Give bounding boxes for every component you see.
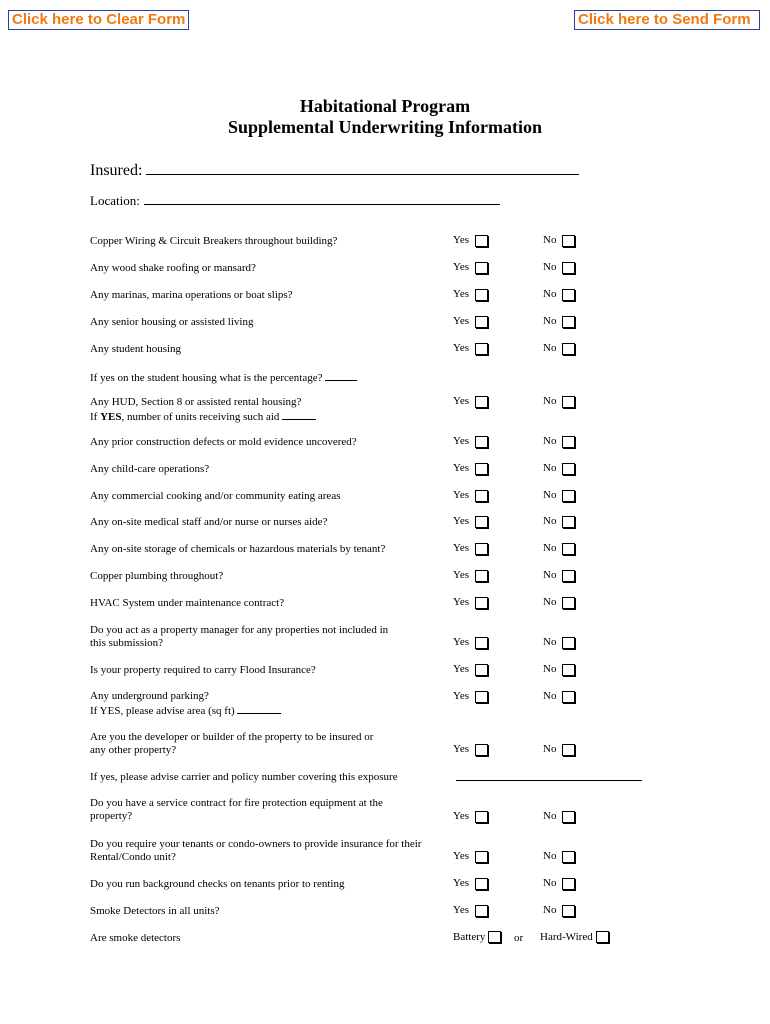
no-label: No bbox=[543, 636, 557, 648]
yes-label: Yes bbox=[453, 743, 470, 755]
question-smoke-detectors: Smoke Detectors in all units? bbox=[90, 905, 220, 917]
yes-checkbox[interactable] bbox=[475, 436, 488, 448]
no-label: No bbox=[543, 904, 557, 916]
no-checkbox[interactable] bbox=[562, 905, 575, 917]
no-option[interactable] bbox=[543, 515, 575, 528]
yes-label: Yes bbox=[453, 850, 470, 862]
no-option[interactable] bbox=[543, 663, 575, 676]
no-checkbox[interactable] bbox=[562, 396, 575, 408]
clear-form-button[interactable]: Click here to Clear Form bbox=[8, 10, 189, 30]
question-commercial-cooking: Any commercial cooking and/or community eating areas bbox=[90, 490, 341, 502]
question-carrier-policy: If yes, please advise carrier and policy number covering this exposure bbox=[90, 771, 398, 783]
yes-checkbox[interactable] bbox=[475, 463, 488, 475]
yes-checkbox[interactable] bbox=[475, 490, 488, 502]
question-developer-builder bbox=[90, 731, 440, 757]
yes-label: Yes bbox=[453, 515, 470, 527]
no-label: No bbox=[543, 542, 557, 554]
yes-label: Yes bbox=[453, 234, 470, 246]
question-hazardous-materials: Any on-site storage of chemicals or hazardous materials by tenant? bbox=[90, 543, 386, 555]
yes-checkbox[interactable] bbox=[475, 235, 488, 247]
yes-label: Yes bbox=[453, 663, 470, 675]
yes-option[interactable] bbox=[453, 234, 488, 247]
question-student-housing: Any student housing bbox=[90, 343, 182, 355]
yes-option[interactable] bbox=[453, 542, 488, 555]
no-option[interactable] bbox=[543, 288, 575, 301]
yes-checkbox[interactable] bbox=[475, 543, 488, 555]
yes-option[interactable] bbox=[453, 515, 488, 528]
question-property-manager-line1: Do you act as a property manager for any properties not included in bbox=[90, 624, 389, 636]
no-checkbox[interactable] bbox=[562, 343, 575, 355]
yes-checkbox[interactable] bbox=[475, 597, 488, 609]
no-checkbox[interactable] bbox=[562, 851, 575, 863]
no-checkbox[interactable] bbox=[562, 235, 575, 247]
question-hud bbox=[90, 396, 440, 424]
no-option[interactable] bbox=[543, 234, 575, 247]
no-option[interactable] bbox=[543, 395, 575, 408]
question-fire-protection bbox=[90, 797, 440, 823]
yes-label: Yes bbox=[453, 810, 470, 822]
question-child-care: Any child-care operations? bbox=[90, 463, 210, 475]
question-underground-parking-line1: Any underground parking? bbox=[90, 690, 209, 702]
yes-option[interactable] bbox=[453, 395, 488, 408]
yes-checkbox[interactable] bbox=[475, 516, 488, 528]
hud-units-field[interactable] bbox=[282, 409, 316, 420]
no-label: No bbox=[543, 663, 557, 675]
hud-sub-text: , number of units receiving such aid bbox=[121, 411, 280, 423]
yes-label: Yes bbox=[453, 569, 470, 581]
no-label: No bbox=[543, 261, 557, 273]
no-label: No bbox=[543, 342, 557, 354]
no-checkbox[interactable] bbox=[562, 289, 575, 301]
question-copper-plumbing: Copper plumbing throughout? bbox=[90, 570, 224, 582]
or-label: or bbox=[514, 932, 524, 944]
yes-label: Yes bbox=[453, 904, 470, 916]
no-checkbox[interactable] bbox=[562, 543, 575, 555]
no-label: No bbox=[543, 596, 557, 608]
no-label: No bbox=[543, 315, 557, 327]
yes-option[interactable] bbox=[453, 877, 488, 890]
yes-option[interactable] bbox=[453, 462, 488, 475]
yes-option[interactable] bbox=[453, 904, 488, 917]
hard-wired-checkbox[interactable] bbox=[596, 931, 609, 943]
yes-label: Yes bbox=[453, 636, 470, 648]
no-checkbox[interactable] bbox=[562, 490, 575, 502]
question-student-percentage-text: If yes on the student housing what is the percentage? bbox=[90, 372, 323, 384]
yes-option[interactable] bbox=[453, 288, 488, 301]
hard-wired-option[interactable] bbox=[540, 931, 609, 943]
insured-row bbox=[90, 157, 579, 180]
yes-option[interactable] bbox=[453, 435, 488, 448]
battery-label: Battery bbox=[453, 931, 486, 943]
no-option[interactable] bbox=[543, 877, 575, 890]
location-field[interactable] bbox=[144, 190, 500, 205]
no-option[interactable] bbox=[543, 542, 575, 555]
yes-label: Yes bbox=[453, 315, 470, 327]
location-label: Location: bbox=[90, 193, 140, 208]
no-label: No bbox=[543, 234, 557, 246]
form-subtitle: Supplemental Underwriting Information bbox=[227, 117, 542, 137]
no-label: No bbox=[543, 489, 557, 501]
question-senior-housing: Any senior housing or assisted living bbox=[90, 316, 254, 328]
question-background-checks: Do you run background checks on tenants prior to renting bbox=[90, 878, 345, 890]
question-copper-wiring: Copper Wiring & Circuit Breakers throughout building? bbox=[90, 235, 338, 247]
yes-label: Yes bbox=[453, 690, 470, 702]
yes-label: Yes bbox=[453, 288, 470, 300]
insured-field[interactable] bbox=[146, 157, 579, 175]
question-flood-insurance: Is your property required to carry Flood Insurance? bbox=[90, 664, 316, 676]
form-title: Habitational Program bbox=[299, 96, 471, 116]
yes-label: Yes bbox=[453, 261, 470, 273]
question-developer-line2: any other property? bbox=[90, 744, 177, 756]
no-option[interactable] bbox=[543, 489, 575, 502]
no-label: No bbox=[543, 569, 557, 581]
send-form-button[interactable]: Click here to Send Form bbox=[574, 10, 760, 30]
yes-checkbox[interactable] bbox=[475, 691, 488, 703]
no-option[interactable] bbox=[543, 261, 575, 274]
no-checkbox[interactable] bbox=[562, 744, 575, 756]
hud-sub-prefix: If bbox=[90, 411, 101, 423]
yes-checkbox[interactable] bbox=[475, 744, 488, 756]
yes-checkbox[interactable] bbox=[475, 878, 488, 890]
yes-label: Yes bbox=[453, 435, 470, 447]
question-construction-defects: Any prior construction defects or mold evidence uncovered? bbox=[90, 436, 357, 448]
question-tenant-line1: Do you require your tenants or condo-owners to provide insurance for their bbox=[90, 838, 422, 850]
carrier-policy-field[interactable] bbox=[456, 779, 642, 781]
yes-option[interactable] bbox=[453, 636, 488, 649]
no-label: No bbox=[543, 462, 557, 474]
no-option[interactable] bbox=[543, 462, 575, 475]
battery-option[interactable] bbox=[453, 931, 501, 943]
no-option[interactable] bbox=[543, 690, 575, 703]
question-marinas: Any marinas, marina operations or boat slips? bbox=[90, 289, 293, 301]
yes-checkbox[interactable] bbox=[475, 905, 488, 917]
no-checkbox[interactable] bbox=[562, 463, 575, 475]
yes-checkbox[interactable] bbox=[475, 570, 488, 582]
no-checkbox[interactable] bbox=[562, 811, 575, 823]
no-option[interactable] bbox=[543, 636, 575, 649]
yes-label: Yes bbox=[453, 877, 470, 889]
yes-option[interactable] bbox=[453, 596, 488, 609]
yes-label: Yes bbox=[453, 462, 470, 474]
yes-option[interactable] bbox=[453, 261, 488, 274]
yes-checkbox[interactable] bbox=[475, 637, 488, 649]
no-option[interactable] bbox=[543, 850, 575, 863]
yes-option[interactable] bbox=[453, 743, 488, 756]
no-label: No bbox=[543, 743, 557, 755]
yes-option[interactable] bbox=[453, 315, 488, 328]
insured-label: Insured: bbox=[90, 162, 143, 179]
no-checkbox[interactable] bbox=[562, 570, 575, 582]
no-checkbox[interactable] bbox=[562, 262, 575, 274]
no-checkbox[interactable] bbox=[562, 597, 575, 609]
no-option[interactable] bbox=[543, 569, 575, 582]
question-wood-shake: Any wood shake roofing or mansard? bbox=[90, 262, 256, 274]
no-checkbox[interactable] bbox=[562, 516, 575, 528]
question-detector-type: Are smoke detectors bbox=[90, 932, 181, 944]
yes-label: Yes bbox=[453, 395, 470, 407]
no-checkbox[interactable] bbox=[562, 436, 575, 448]
no-label: No bbox=[543, 395, 557, 407]
no-checkbox[interactable] bbox=[562, 878, 575, 890]
yes-option[interactable] bbox=[453, 663, 488, 676]
yes-option[interactable] bbox=[453, 569, 488, 582]
question-fire-line1: Do you have a service contract for fire protection equipment at the bbox=[90, 797, 383, 809]
question-underground-parking-line2: If YES, please advise area (sq ft) bbox=[90, 705, 235, 717]
hud-sub-yes: YES bbox=[100, 411, 122, 423]
yes-label: Yes bbox=[453, 489, 470, 501]
yes-label: Yes bbox=[453, 596, 470, 608]
percentage-field[interactable] bbox=[325, 370, 357, 381]
no-label: No bbox=[543, 288, 557, 300]
question-medical-staff: Any on-site medical staff and/or nurse or nurses aide? bbox=[90, 516, 328, 528]
no-label: No bbox=[543, 877, 557, 889]
yes-option[interactable] bbox=[453, 489, 488, 502]
battery-checkbox[interactable] bbox=[488, 931, 501, 943]
no-label: No bbox=[543, 435, 557, 447]
question-property-manager bbox=[90, 624, 440, 650]
yes-checkbox[interactable] bbox=[475, 316, 488, 328]
yes-checkbox[interactable] bbox=[475, 664, 488, 676]
location-row bbox=[90, 190, 500, 209]
yes-checkbox[interactable] bbox=[475, 289, 488, 301]
question-developer-line1: Are you the developer or builder of the property to be insured or bbox=[90, 731, 374, 743]
question-fire-line2: property? bbox=[90, 810, 133, 822]
no-option[interactable] bbox=[543, 743, 575, 756]
yes-option[interactable] bbox=[453, 342, 488, 355]
no-option[interactable] bbox=[543, 904, 575, 917]
no-label: No bbox=[543, 515, 557, 527]
yes-checkbox[interactable] bbox=[475, 262, 488, 274]
hard-wired-label: Hard-Wired bbox=[540, 931, 593, 943]
yes-label: Yes bbox=[453, 342, 470, 354]
question-underground-parking bbox=[90, 690, 440, 718]
yes-option[interactable] bbox=[453, 690, 488, 703]
yes-checkbox[interactable] bbox=[475, 811, 488, 823]
question-tenant-insurance bbox=[90, 838, 450, 864]
no-checkbox[interactable] bbox=[562, 664, 575, 676]
yes-checkbox[interactable] bbox=[475, 396, 488, 408]
no-option[interactable] bbox=[543, 596, 575, 609]
no-option[interactable] bbox=[543, 810, 575, 823]
parking-area-field[interactable] bbox=[237, 703, 281, 714]
no-checkbox[interactable] bbox=[562, 691, 575, 703]
yes-checkbox[interactable] bbox=[475, 851, 488, 863]
no-option[interactable] bbox=[543, 315, 575, 328]
no-checkbox[interactable] bbox=[562, 637, 575, 649]
yes-checkbox[interactable] bbox=[475, 343, 488, 355]
question-student-percentage bbox=[90, 370, 440, 385]
yes-option[interactable] bbox=[453, 850, 488, 863]
no-option[interactable] bbox=[543, 342, 575, 355]
no-label: No bbox=[543, 690, 557, 702]
no-checkbox[interactable] bbox=[562, 316, 575, 328]
no-label: No bbox=[543, 850, 557, 862]
question-hud-text: Any HUD, Section 8 or assisted rental housing? bbox=[90, 396, 302, 408]
yes-option[interactable] bbox=[453, 810, 488, 823]
no-option[interactable] bbox=[543, 435, 575, 448]
question-hvac: HVAC System under maintenance contract? bbox=[90, 597, 285, 609]
question-tenant-line2: Rental/Condo unit? bbox=[90, 851, 176, 863]
no-label: No bbox=[543, 810, 557, 822]
question-property-manager-line2: this submission? bbox=[90, 637, 164, 649]
yes-label: Yes bbox=[453, 542, 470, 554]
